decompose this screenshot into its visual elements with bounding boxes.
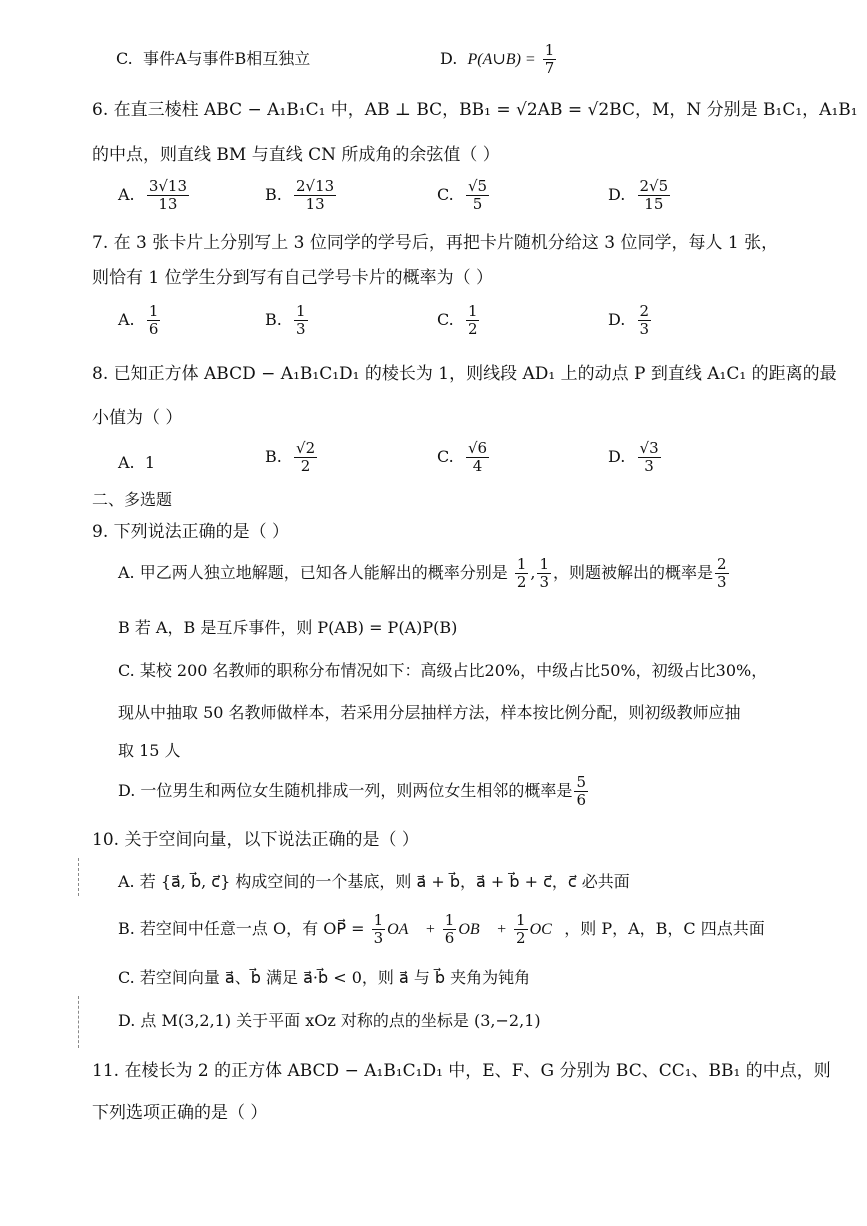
q8-stem-line1: 8. 已知正方体 ABCD − A₁B₁C₁D₁ 的棱长为 1，则线段 AD₁ 上的动点 P 到直线 A₁C₁ 的距离的最 (92, 364, 837, 384)
q9-stem: 9. 下列说法正确的是（ ） (92, 522, 290, 542)
q6-stem-line2: 的中点，则直线 BM 与直线 CN 所成角的余弦值（ ） (92, 145, 500, 165)
q10-option-c: C. 若空间向量 a⃗、b⃗ 满足 a⃗·b⃗ < 0，则 a⃗ 与 b⃗ 夹角为钝角 (118, 968, 531, 987)
q11-stem-line1: 11. 在棱长为 2 的正方体 ABCD − A₁B₁C₁D₁ 中，E、F、G 分别为 BC、CC₁、BB₁ 的中点，则 (92, 1061, 831, 1081)
q9-option-b: B 若 A，B 是互斥事件，则 P(AB) = P(A)P(B) (118, 618, 458, 637)
q6-option-a: A. $\frac{3√13}{13}$ (118, 177, 188, 213)
scan-margin-mark (78, 996, 80, 1048)
q6-option-d: D. $\frac{2√5}{15}$ (608, 177, 669, 213)
q8-option-d: D. $\frac{√3}{3}$ (608, 439, 659, 475)
q10-option-a: A. 若 {a⃗, b⃗, c⃗} 构成空间的一个基底，则 a⃗ + b⃗，a⃗ + b⃗ + c⃗，c⃗ 必共面 (118, 872, 630, 891)
q5-option-d: D. P(A∪B) = $\frac{1}{7}$ (440, 41, 555, 77)
q7-option-a: A. $\frac{1}{6}$ (118, 302, 159, 338)
q7-option-c: C. $\frac{1}{2}$ (437, 302, 478, 338)
q6-stem-line1: 6. 在直三棱柱 ABC − A₁B₁C₁ 中，AB ⊥ BC，BB₁ = √2AB = √2BC，M，N 分别是 B₁C₁，A₁B₁ (92, 100, 858, 120)
q9-option-c-line3: 取 15 人 (118, 741, 181, 760)
q5-d-fraction: $\frac{1}{7}$ (544, 41, 555, 77)
q11-stem-line2: 下列选项正确的是（ ） (92, 1103, 268, 1123)
q7-stem-line1: 7. 在 3 张卡片上分别写上 3 位同学的学号后，再把卡片随机分给这 3 位同学，每人 1 张， (92, 233, 779, 253)
scan-margin-mark (78, 858, 80, 896)
q7-option-b: B. $\frac{1}{3}$ (265, 302, 306, 338)
q8-option-c: C. $\frac{√6}{4}$ (437, 439, 488, 475)
q9-option-c-line2: 现从中抽取 50 名教师做样本，若采用分层抽样方法，样本按比例分配，则初级教师应抽 (118, 703, 741, 722)
section-heading-multiple-choice: 二、多选题 (92, 490, 173, 509)
q8-option-a: A. 1 (118, 453, 155, 472)
q9-option-a: A. 甲乙两人独立地解题，已知各人能解出的概率分别是 $\frac{1}{2}$ , $\frac{1}{3}$ ，则题被解出的概率是 $\frac{2}{3}$ (118, 555, 727, 591)
q10-stem: 10. 关于空间向量，以下说法正确的是（ ） (92, 830, 419, 850)
q8-option-b: B. $\frac{√2}{2}$ (265, 439, 316, 475)
q6-option-b: B. $\frac{2√13}{13}$ (265, 177, 335, 213)
q10-option-b: B. 若空间中任意一点 O，有 OP⃗ = $\frac{1}{3}$ OA⃗ + $\frac{1}{6}$ OB⃗ + $\frac{1}{2}$ OC⃗，则 P，A，B，C 四点共面 (118, 911, 765, 947)
q6-option-c: C. $\frac{√5}{5}$ (437, 177, 488, 213)
q8-stem-line2: 小值为（ ） (92, 408, 183, 428)
q10-option-d: D. 点 M(3,2,1) 关于平面 xOz 对称的点的坐标是 (3,−2,1) (118, 1011, 541, 1030)
q7-stem-line2: 则恰有 1 位学生分到写有自己学号卡片的概率为（ ） (92, 268, 494, 288)
q7-option-d: D. $\frac{2}{3}$ (608, 302, 650, 338)
q9-option-c-line1: C. 某校 200 名教师的职称分布情况如下：高级占比20%，中级占比50%，初级占比30%， (118, 661, 768, 680)
q9-option-d: D. 一位男生和两位女生随机排成一列，则两位女生相邻的概率是 $\frac{5}{6}$ (118, 773, 586, 809)
q5-option-c: C. 事件A与事件B相互独立 (116, 49, 311, 68)
